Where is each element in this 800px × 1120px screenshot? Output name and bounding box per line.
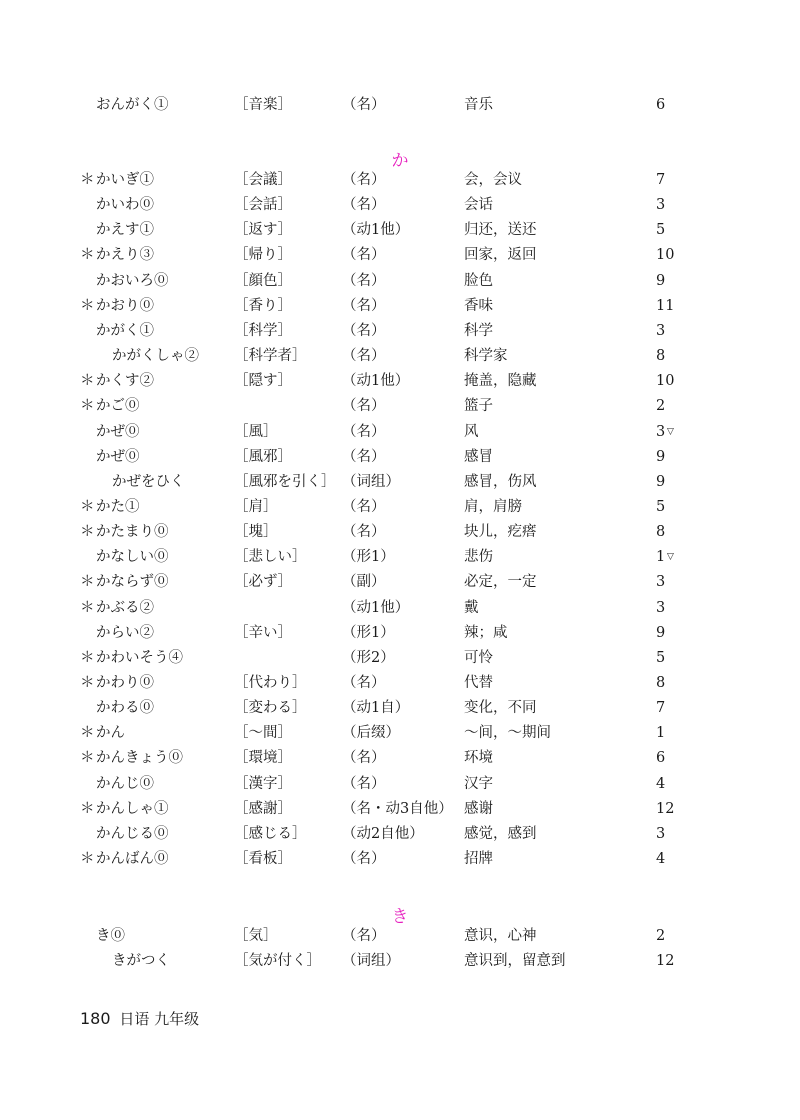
entry-kanji: ［香り］ [234, 297, 292, 314]
entry-kanji: ［返す］ [234, 222, 292, 239]
section-heading: か [391, 151, 409, 171]
entry-lesson: 9 [656, 473, 666, 490]
entry-meaning: 回家，返回 [464, 247, 537, 264]
entry-kanji: ［顔色］ [234, 272, 292, 289]
glossary-entry [0, 193, 800, 218]
important-mark: ＊ [80, 373, 95, 390]
entry-word: かんしゃ① [96, 800, 169, 817]
entry-kanji: ［科学］ [234, 322, 292, 339]
entry-meaning: 汉字 [464, 775, 493, 792]
important-mark: ＊ [80, 172, 95, 188]
entry-lesson: 3 [656, 574, 666, 591]
glossary-entry [0, 696, 800, 721]
entry-lesson: 3 ▽ [656, 420, 665, 445]
entry-meaning: 变化，不同 [464, 700, 537, 717]
entry-lesson: 7 [656, 700, 666, 717]
entry-kanji: ［気］ [234, 928, 278, 944]
important-mark: ＊ [80, 297, 95, 314]
entry-meaning: 会话 [464, 197, 493, 214]
entry-lesson: 7 [656, 172, 666, 188]
entry-meaning: 篮子 [464, 398, 493, 415]
entry-part-of-speech: （动2自他） [342, 825, 424, 842]
entry-meaning: 科学 [464, 322, 493, 339]
entry-lesson: 8 [656, 348, 666, 365]
entry-part-of-speech: （名） [342, 423, 386, 440]
entry-meaning: 招牌 [464, 851, 493, 868]
entry-word: かた① [96, 498, 140, 515]
important-mark: ＊ [80, 574, 95, 591]
glossary-entry [0, 949, 800, 974]
glossary-entry [0, 269, 800, 294]
glossary-entry [0, 495, 800, 520]
entry-meaning: 风 [464, 423, 479, 440]
entry-kanji: ［塊］ [234, 524, 278, 541]
entry-kanji: ［科学者］ [234, 348, 307, 365]
glossary-entry [0, 646, 800, 671]
entry-lesson: 12 [656, 800, 675, 817]
entry-word: かんばん⓪ [96, 851, 169, 868]
important-mark: ＊ [80, 649, 95, 666]
entry-kanji: ［～間］ [234, 725, 292, 742]
entry-meaning: 代替 [464, 675, 493, 691]
important-mark: ＊ [80, 247, 95, 264]
entry-part-of-speech: （副） [342, 574, 386, 591]
glossary-entry [0, 470, 800, 495]
entry-word: からい② [96, 624, 154, 641]
glossary-entry [0, 847, 800, 872]
entry-lesson: 9 [656, 272, 666, 289]
entry-kanji: ［環境］ [234, 750, 292, 767]
entry-lesson: 3 [656, 197, 666, 214]
entry-meaning: 感觉，感到 [464, 825, 537, 842]
entry-word: おんがく① [96, 97, 169, 113]
entry-part-of-speech: （形1） [342, 549, 395, 566]
important-mark: ＊ [80, 675, 95, 691]
glossary-entry [0, 369, 800, 394]
entry-word: かたまり⓪ [96, 524, 169, 541]
entry-lesson: 2 [656, 928, 666, 944]
entry-kanji: ［感謝］ [234, 800, 292, 817]
entry-lesson: 5 [656, 649, 666, 666]
entry-word: かぶる② [96, 599, 154, 616]
entry-meaning: 辣；咸 [464, 624, 508, 641]
entry-kanji: ［代わり］ [234, 675, 307, 691]
entry-word: かえり③ [96, 247, 154, 264]
glossary-entry [0, 671, 800, 696]
glossary-entry [0, 520, 800, 545]
entry-meaning: 感冒，伤风 [464, 473, 537, 490]
important-mark: ＊ [80, 599, 95, 616]
entry-word: かわいそう④ [96, 649, 183, 666]
entry-word: かわり⓪ [96, 675, 154, 691]
entry-part-of-speech: （词组） [342, 473, 400, 490]
entry-word: かがくしゃ② [112, 348, 199, 365]
entry-word: きがつく [112, 953, 170, 970]
entry-kanji: ［風］ [234, 423, 278, 440]
entry-part-of-speech: （名） [342, 498, 386, 515]
entry-lesson: 5 [656, 222, 666, 239]
entry-part-of-speech: （名） [342, 398, 386, 415]
glossary-entry [0, 243, 800, 268]
important-mark: ＊ [80, 800, 95, 817]
entry-meaning: 必定，一定 [464, 574, 537, 591]
entry-kanji: ［会議］ [234, 172, 292, 188]
entry-part-of-speech: （后缀） [342, 725, 400, 742]
entry-word: き⓪ [96, 928, 125, 944]
entry-meaning: 脸色 [464, 272, 493, 289]
entry-part-of-speech: （名） [342, 247, 386, 264]
section-heading: き [391, 907, 409, 927]
entry-part-of-speech: （名） [342, 928, 386, 944]
entry-kanji: ［悲しい］ [234, 549, 307, 566]
entry-lesson: 6 [656, 750, 666, 767]
entry-word: かわる⓪ [96, 700, 154, 717]
important-mark: ＊ [80, 498, 95, 515]
entry-kanji: ［必ず］ [234, 574, 292, 591]
entry-part-of-speech: （名） [342, 172, 386, 188]
glossary-entry [0, 394, 800, 419]
entry-meaning: 归还，送还 [464, 222, 537, 239]
entry-lesson: 11 [656, 297, 675, 314]
glossary-entry [0, 218, 800, 243]
glossary-entry [0, 822, 800, 847]
entry-part-of-speech: （名） [342, 297, 386, 314]
entry-part-of-speech: （名） [342, 750, 386, 767]
entry-part-of-speech: （名） [342, 851, 386, 868]
glossary-entry [0, 797, 800, 822]
entry-part-of-speech: （名） [342, 775, 386, 792]
entry-meaning: 掩盖，隐藏 [464, 373, 537, 390]
entry-lesson: 8 [656, 524, 666, 541]
entry-kanji: ［漢字］ [234, 775, 292, 792]
glossary-entry [0, 445, 800, 470]
entry-kanji: ［隠す］ [234, 373, 292, 390]
entry-part-of-speech: （词组） [342, 953, 400, 970]
entry-lesson: 1 ▽ [656, 545, 665, 570]
entry-word: かならず⓪ [96, 574, 169, 591]
entry-word: かいぎ① [96, 172, 154, 188]
entry-word: かいわ⓪ [96, 197, 154, 214]
entry-kanji: ［辛い］ [234, 624, 292, 641]
entry-kanji: ［風邪］ [234, 448, 292, 465]
glossary-entry [0, 545, 800, 570]
entry-word: かんじ⓪ [96, 775, 154, 792]
important-mark: ＊ [80, 750, 95, 767]
entry-word: かえす① [96, 222, 154, 239]
entry-meaning: 块儿，疙瘩 [464, 524, 537, 541]
entry-part-of-speech: （名） [342, 448, 386, 465]
entry-meaning: 可怜 [464, 649, 493, 666]
entry-word: かぜ⓪ [96, 423, 140, 440]
important-mark: ＊ [80, 524, 95, 541]
entry-word: かぜ⓪ [96, 448, 140, 465]
glossary-entry [0, 596, 800, 621]
entry-kanji: ［変わる］ [234, 700, 307, 717]
entry-word: かんじる⓪ [96, 825, 169, 842]
entry-lesson: 3 [656, 322, 666, 339]
entry-lesson: 10 [656, 373, 675, 390]
entry-meaning: 环境 [464, 750, 493, 767]
entry-lesson: 3 [656, 599, 666, 616]
entry-word: かおり⓪ [96, 297, 154, 314]
glossary-entry [0, 294, 800, 319]
entry-part-of-speech: （名） [342, 197, 386, 214]
entry-kanji: ［感じる］ [234, 825, 307, 842]
glossary-entry [0, 570, 800, 595]
glossary-entry [0, 319, 800, 344]
glossary-entry [0, 746, 800, 771]
entry-lesson: 4 [656, 851, 666, 868]
entry-meaning: 感冒 [464, 448, 493, 465]
entry-lesson: 10 [656, 247, 675, 264]
triangle-mark-icon: ▽ [667, 426, 674, 437]
entry-meaning: 感谢 [464, 800, 493, 817]
entry-meaning: ～间，～期间 [464, 725, 551, 742]
entry-part-of-speech: （动1自） [342, 700, 410, 717]
entry-lesson: 3 [656, 825, 666, 842]
entry-meaning: 会，会议 [464, 172, 522, 188]
entry-meaning: 香味 [464, 297, 493, 314]
entry-part-of-speech: （形2） [342, 649, 395, 666]
entry-word: かん [96, 725, 125, 742]
entry-meaning: 科学家 [464, 348, 508, 365]
important-mark: ＊ [80, 398, 95, 415]
entry-kanji: ［音楽］ [234, 97, 292, 113]
entry-meaning: 音乐 [464, 97, 493, 113]
entry-meaning: 肩，肩膀 [464, 498, 522, 515]
entry-meaning: 意识到，留意到 [464, 953, 566, 970]
glossary-entry [0, 924, 800, 949]
glossary-entry [0, 621, 800, 646]
entry-word: かなしい⓪ [96, 549, 169, 566]
entry-word: かぜをひく [112, 473, 185, 490]
entry-lesson: 12 [656, 953, 675, 970]
entry-lesson: 6 [656, 97, 666, 113]
entry-lesson: 4 [656, 775, 666, 792]
entry-word: かくす② [96, 373, 154, 390]
entry-part-of-speech: （名・动3自他） [342, 800, 453, 817]
important-mark: ＊ [80, 851, 95, 868]
entry-kanji: ［風邪を引く］ [234, 473, 336, 490]
page-number: 180 [80, 1009, 111, 1028]
entry-lesson: 5 [656, 498, 666, 515]
important-mark: ＊ [80, 725, 95, 742]
entry-meaning: 悲伤 [464, 549, 493, 566]
entry-part-of-speech: （名） [342, 322, 386, 339]
entry-part-of-speech: （名） [342, 524, 386, 541]
glossary-entry [0, 772, 800, 797]
glossary-entry [0, 721, 800, 746]
entry-kanji: ［気が付く］ [234, 953, 321, 970]
glossary-entry [0, 420, 800, 445]
entry-part-of-speech: （名） [342, 348, 386, 365]
entry-word: かんきょう⓪ [96, 750, 183, 767]
glossary-entry [0, 344, 800, 369]
entry-kanji: ［看板］ [234, 851, 292, 868]
triangle-mark-icon: ▽ [667, 552, 674, 563]
entry-word: かおいろ⓪ [96, 272, 169, 289]
entry-kanji: ［帰り］ [234, 247, 292, 264]
entry-lesson: 2 [656, 398, 666, 415]
entry-lesson: 9 [656, 448, 666, 465]
entry-lesson: 1 [656, 725, 666, 742]
entry-kanji: ［会話］ [234, 197, 292, 214]
entry-part-of-speech: （动1他） [342, 599, 410, 616]
entry-lesson: 9 [656, 624, 666, 641]
entry-meaning: 意识，心神 [464, 928, 537, 944]
entry-word: かご⓪ [96, 398, 140, 415]
entry-lesson: 8 [656, 675, 666, 691]
entry-meaning: 戴 [464, 599, 479, 616]
entry-part-of-speech: （形1） [342, 624, 395, 641]
entry-kanji: ［肩］ [234, 498, 278, 515]
book-title: 日语 九年级 [119, 1010, 200, 1028]
entry-word: かがく① [96, 322, 154, 339]
entry-part-of-speech: （动1他） [342, 222, 410, 239]
entry-part-of-speech: （名） [342, 97, 386, 113]
entry-part-of-speech: （名） [342, 675, 386, 691]
page-footer [80, 1009, 199, 1029]
glossary-entry [0, 93, 800, 118]
entry-part-of-speech: （名） [342, 272, 386, 289]
glossary-entry [0, 168, 800, 193]
entry-part-of-speech: （动1他） [342, 373, 410, 390]
